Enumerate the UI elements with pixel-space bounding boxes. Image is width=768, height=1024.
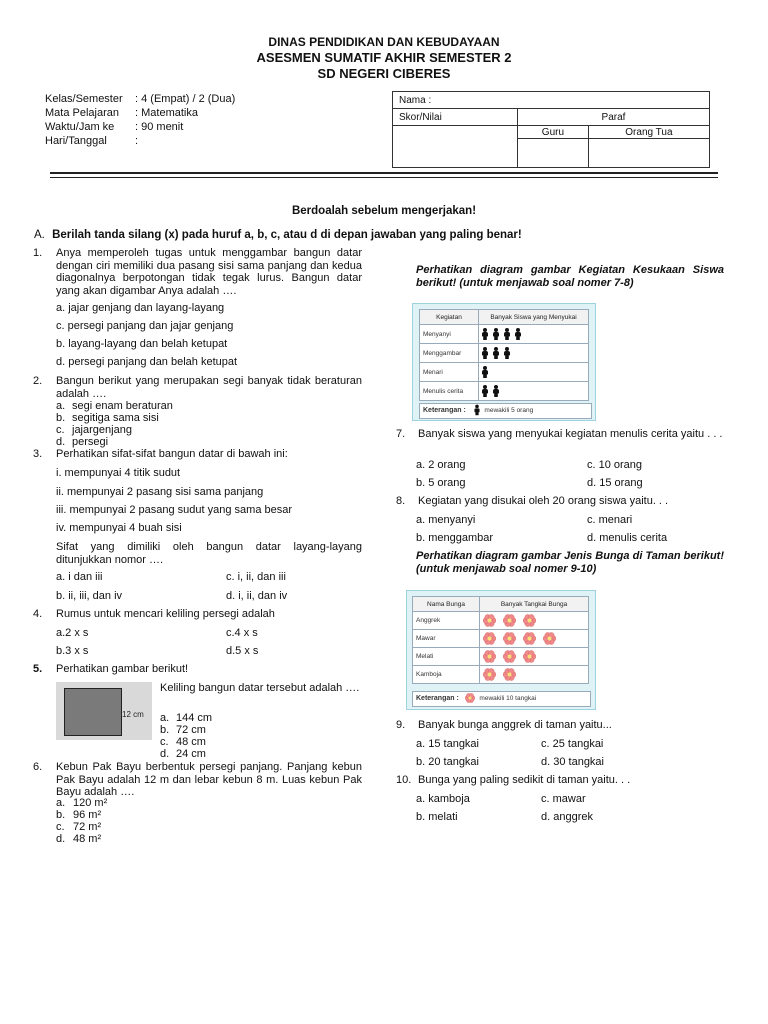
option-letter: d. (56, 833, 66, 845)
diagram1-row-icons (479, 382, 589, 401)
pray-note: Berdoalah sebelum mengerjakan! (291, 205, 477, 217)
q4-text: Rumus untuk mencari keliling persegi adalah (56, 608, 275, 620)
q9-option[interactable]: c. 25 tangkai (541, 738, 604, 750)
flower-icon (503, 614, 516, 627)
diagram2-legend-label: Keterangan : (416, 695, 459, 702)
q4-option[interactable]: b.3 x s (56, 645, 89, 657)
diagram1-pictograph (412, 303, 596, 421)
option-text: segitiga sama sisi (72, 412, 159, 424)
nama-field[interactable]: Nama : (393, 92, 710, 109)
diagram2-pictograph (406, 590, 596, 710)
diagram1-col-header: Kegiatan (420, 310, 479, 325)
info-value: : (135, 135, 139, 147)
q5-option[interactable] (160, 748, 206, 761)
person-icon (493, 328, 499, 340)
q5-figure-label: 12 cm (122, 710, 144, 719)
q5-number: 5. (33, 663, 43, 675)
diagram1-row-label: Menari (420, 363, 479, 382)
flower-icon (503, 650, 516, 663)
flower-icon (503, 632, 516, 645)
instruction-letter: A. (34, 229, 45, 241)
q3-option[interactable]: d. i, ii, dan iv (226, 590, 288, 602)
option-text: 144 cm (176, 712, 213, 724)
q1-number: 1. (33, 247, 43, 259)
q5-square-figure (56, 682, 152, 740)
q5-text: Perhatikan gambar berikut! (56, 663, 189, 675)
q4-option[interactable]: a.2 x s (56, 627, 89, 639)
q1-option[interactable]: b. layang-layang dan belah ketupat (56, 338, 228, 350)
option-text: segi enam beraturan (72, 400, 173, 412)
option-text: 24 cm (176, 748, 206, 760)
q2-text: Bangun berikut yang merupakan segi banyak tidak beraturan adalah …. (56, 375, 362, 400)
header-agency: DINAS PENDIDIKAN DAN KEBUDAYAAN (268, 35, 500, 49)
guru-label: Guru (518, 126, 589, 139)
instruction (34, 228, 522, 242)
option-text: 72 cm (176, 724, 206, 736)
diagram1-intro: Perhatikan diagram gambar Kegiatan Kesukaan Siswa berikut! (untuk menjawab soal nomer 7-8) (416, 264, 724, 289)
q7-text: Banyak siswa yang menyukai kegiatan menulis cerita yaitu . . . (418, 428, 723, 440)
q3-option[interactable]: b. ii, iii, dan iv (56, 590, 123, 602)
q3-text: Perhatikan sifat-sifat bangun datar di bawah ini: (56, 448, 288, 460)
option-text: 96 m² (73, 809, 102, 821)
option-letter: b. (56, 809, 66, 821)
q7-option[interactable]: a. 2 orang (416, 459, 466, 471)
option-letter: a. (56, 797, 66, 809)
q3-item: i. mempunyai 4 titik sudut (56, 467, 181, 479)
q5-prompt: Keliling bangun datar tersebut adalah …. (160, 682, 360, 694)
info-label: Kelas/Semester (45, 93, 123, 105)
diagram2-col-header: Banyak Tangkai Bunga (480, 597, 589, 612)
diagram2-legend-text: mewakili 10 tangkai (479, 695, 537, 702)
option-letter: b. (56, 412, 66, 424)
option-text: jajargenjang (72, 424, 132, 436)
q10-option[interactable]: b. melati (416, 811, 458, 823)
person-icon (482, 328, 488, 340)
header-school: SD NEGERI CIBERES (317, 66, 451, 81)
diagram2-intro: Perhatikan diagram gambar Jenis Bunga di Taman berikut! (untuk menjawab soal nomer 9-10) (416, 550, 724, 575)
flower-icon (543, 632, 556, 645)
option-letter: d. (160, 748, 170, 760)
info-value: : Matematika (135, 107, 198, 119)
diagram1-legend (419, 403, 592, 419)
q4-option[interactable]: c.4 x s (226, 627, 258, 639)
q6-option[interactable] (56, 833, 101, 846)
q6-text: Kebun Pak Bayu berbentuk persegi panjang. Panjang kebun Pak Bayu adalah 12 m dan lebar kebun 8 m. Luas kebun Pak Bayu adalah …. (56, 761, 362, 798)
option-letter: d. (56, 436, 66, 448)
diagram2-legend (412, 691, 591, 707)
option-text: 120 m² (73, 797, 108, 809)
person-icon (504, 347, 510, 359)
diagram1-row-icons (479, 325, 589, 344)
q10-option[interactable]: c. mawar (541, 793, 586, 805)
q3-number: 3. (33, 448, 43, 460)
q3-item: iv. mempunyai 4 buah sisi (56, 522, 182, 534)
flower-icon (523, 650, 536, 663)
person-icon (515, 328, 521, 340)
skor-label: Skor/Nilai (393, 109, 518, 126)
q3-item: ii. mempunyai 2 pasang sisi sama panjang (56, 486, 264, 498)
diagram2-row-icons (480, 648, 589, 666)
q8-option[interactable]: c. menari (587, 514, 633, 526)
q1-option[interactable]: c. persegi panjang dan jajar genjang (56, 320, 234, 332)
q1-option[interactable]: d. persegi panjang dan belah ketupat (56, 356, 238, 368)
ortu-label: Orang Tua (588, 126, 709, 139)
person-icon (493, 347, 499, 359)
paraf-label: Paraf (518, 109, 710, 126)
diagram1-row-label: Menggambar (420, 344, 479, 363)
q3-prompt: Sifat yang dimiliki oleh bangun datar layang-layang ditunjukkan nomor …. (56, 541, 362, 566)
info-label: Hari/Tanggal (45, 135, 107, 147)
q10-number: 10. (396, 774, 412, 786)
q9-option[interactable]: d. 30 tangkai (541, 756, 604, 768)
info-label: Waktu/Jam ke (45, 121, 115, 133)
option-text: persegi (72, 436, 109, 448)
instruction-text: Berilah tanda silang (x) pada huruf a, b, c, atau d di depan jawaban yang paling benar! (52, 229, 522, 241)
q3-option[interactable]: a. i dan iii (56, 571, 103, 583)
flower-icon (523, 614, 536, 627)
q1-option[interactable]: a. jajar genjang dan layang-layang (56, 302, 225, 314)
q3-item: iii. mempunyai 2 pasang sudut yang sama besar (56, 504, 293, 516)
flower-icon (523, 632, 536, 645)
option-letter: c. (160, 736, 169, 748)
q3-option[interactable]: c. i, ii, dan iii (226, 571, 286, 583)
diagram1-row-label: Menyanyi (420, 325, 479, 344)
option-text: 48 m² (73, 833, 102, 845)
diagram2-row-label: Mawar (413, 630, 480, 648)
q6-number: 6. (33, 761, 43, 773)
person-icon (504, 328, 510, 340)
q10-text: Bunga yang paling sedikit di taman yaitu. . . (418, 774, 631, 786)
diagram2-row-icons (480, 630, 589, 648)
q8-option[interactable]: a. menyanyi (416, 514, 476, 526)
option-letter: c. (56, 424, 65, 436)
q1-text: Anya memperoleh tugas untuk menggambar bangun datar dengan ciri memiliki dua pasang sisi sama panjang dan kedua diagonalnya berpotongan tidak tegak lurus. Bangun datar yang akan digambar Anya adalah …. (56, 247, 362, 297)
q10-option[interactable]: d. anggrek (541, 811, 593, 823)
q8-option[interactable]: b. menggambar (416, 532, 494, 544)
diagram2-col-header: Nama Bunga (413, 597, 480, 612)
guru-sign-field[interactable] (518, 139, 589, 168)
info-label: Mata Pelajaran (45, 107, 119, 119)
q4-number: 4. (33, 608, 43, 620)
q9-option[interactable]: b. 20 tangkai (416, 756, 479, 768)
option-text: 48 cm (176, 736, 206, 748)
q7-option[interactable]: d. 15 orang (587, 477, 643, 489)
flower-icon (483, 650, 496, 663)
q8-number: 8. (396, 495, 406, 507)
q9-option[interactable]: a. 15 tangkai (416, 738, 479, 750)
person-icon (474, 405, 479, 416)
q7-option[interactable]: b. 5 orang (416, 477, 466, 489)
person-icon (482, 385, 488, 397)
diagram1-legend-text: mewakili 5 orang (484, 407, 534, 414)
diagram2-row-label: Kamboja (413, 666, 480, 684)
separator (50, 177, 718, 178)
diagram1-legend-label: Keterangan : (423, 407, 466, 414)
q9-number: 9. (396, 719, 406, 731)
diagram1-col-header: Banyak Siswa yang Menyukai (479, 310, 589, 325)
diagram1-row-label: Menulis cerita (420, 382, 479, 401)
flower-icon (465, 693, 475, 703)
diagram2-row-icons (480, 666, 589, 684)
info-block (45, 93, 236, 149)
option-letter: a. (160, 712, 170, 724)
q4-option[interactable]: d.5 x s (226, 645, 259, 657)
option-letter: b. (160, 724, 170, 736)
diagram1-row-icons (479, 344, 589, 363)
flower-icon (483, 668, 496, 681)
skor-field[interactable] (393, 126, 518, 168)
diagram2-row-label: Anggrek (413, 612, 480, 630)
person-icon (482, 366, 488, 378)
option-text: 72 m² (73, 821, 102, 833)
diagram2-row-icons (480, 612, 589, 630)
q8-text: Kegiatan yang disukai oleh 20 orang siswa yaitu. . . (418, 495, 669, 507)
separator (50, 172, 718, 174)
q7-option[interactable]: c. 10 orang (587, 459, 643, 471)
q7-number: 7. (396, 428, 406, 440)
name-score-box (392, 91, 710, 168)
flower-icon (483, 614, 496, 627)
q9-text: Banyak bunga anggrek di taman yaitu... (418, 719, 612, 731)
q2-number: 2. (33, 375, 43, 387)
option-letter: c. (56, 821, 65, 833)
flower-icon (483, 632, 496, 645)
q10-option[interactable]: a. kamboja (416, 793, 470, 805)
info-value: : 4 (Empat) / 2 (Dua) (135, 93, 236, 105)
ortu-sign-field[interactable] (588, 139, 709, 168)
person-icon (493, 385, 499, 397)
person-icon (482, 347, 488, 359)
diagram2-row-label: Melati (413, 648, 480, 666)
flower-icon (503, 668, 516, 681)
option-letter: a. (56, 400, 66, 412)
q8-option[interactable]: d. menulis cerita (587, 532, 668, 544)
header-title: ASESMEN SUMATIF AKHIR SEMESTER 2 (256, 50, 512, 65)
diagram1-row-icons (479, 363, 589, 382)
info-value: : 90 menit (135, 121, 184, 133)
